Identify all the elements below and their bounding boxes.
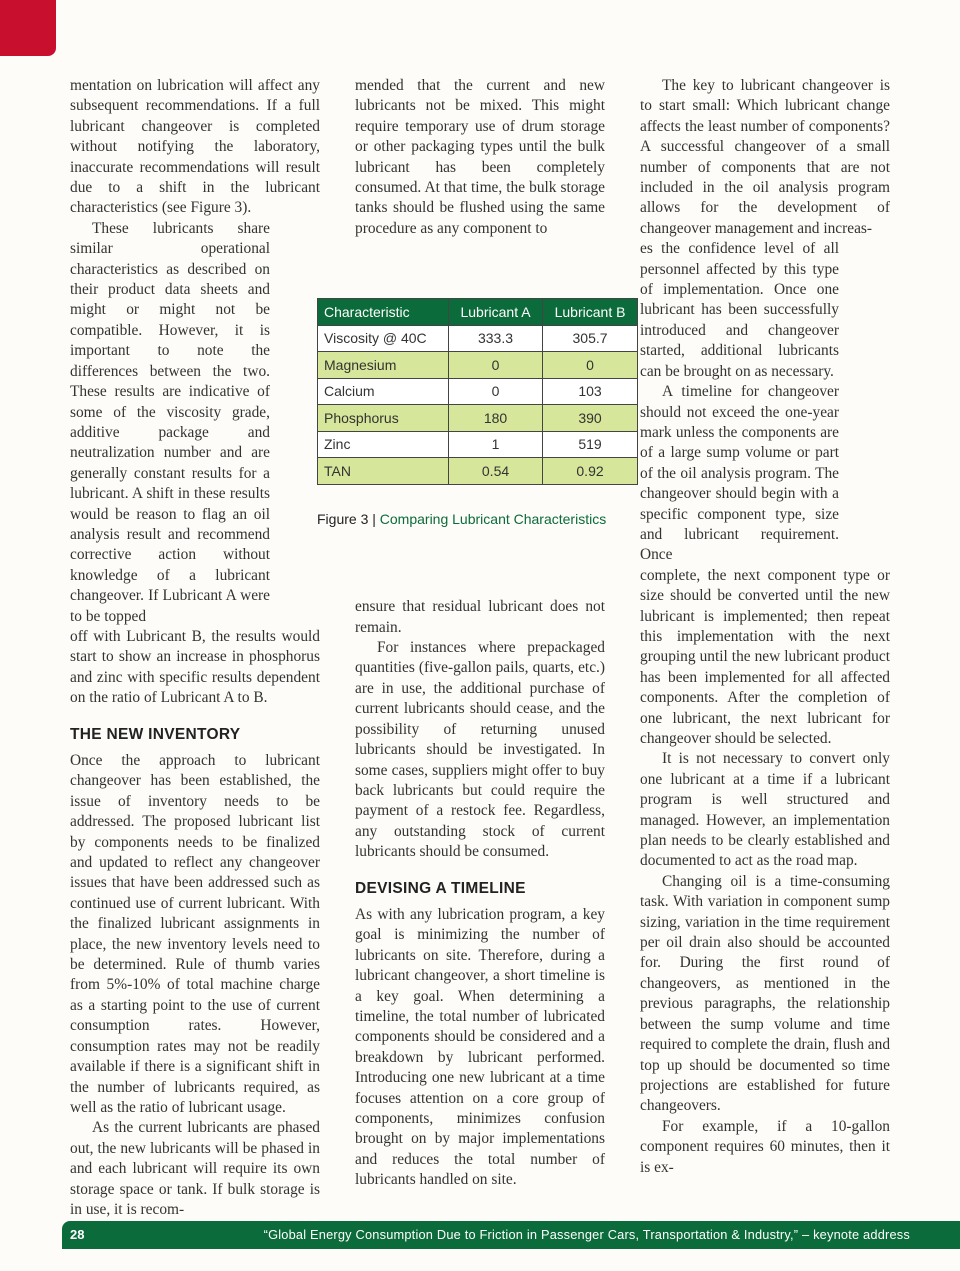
table-cell: 1	[448, 431, 542, 458]
figure-3	[317, 298, 639, 527]
page-footer	[62, 1221, 960, 1249]
row-label: Viscosity @ 40C	[318, 325, 449, 352]
row-label: TAN	[318, 458, 449, 485]
paragraph: For example, if a 10-gallon component requires 60 minutes, then it is ex-	[640, 1117, 890, 1176]
table-cell: 0	[448, 352, 542, 379]
table-cell: 0	[448, 378, 542, 405]
table-header-row	[318, 299, 638, 326]
paragraph: As with any lubrication program, a key goal is minimizing the number of lubricants on site. Therefore, during a lubricant changeover, a short timeline is a key goal. When determining a timeline, the total number of lubricated components should be considered and a breakdown by lubricant performed. Introducing one new lubricant at a time focuses attention on a core group of components, minimizes confusion brought on by major implementations and reduces the total number of lubricants handled on site.	[355, 905, 605, 1189]
column-3	[640, 76, 890, 1178]
paragraph-narrow: These lubricants share similar operational characteristics as described on their product data sheets and might or might not be compatible. However, it is important to note the differences between the two. These results are indicative of some of the viscosity grade, additive package and neutralization number and are generally constant results for a lubricant. A shift in these results would be reason to flag an oil analysis result and recommend corrective action without knowledge of a lubricant changeover. If Lubricant A were to be topped	[70, 219, 270, 625]
paragraph: For instances where prepackaged quantities (five-gallon pails, quarts, etc.) are in use, the additional purchase of current lubricants should cease, and the possibility of returning unused lubricants should be investigated. In some cases, suppliers might offer to buy back lubricants but could require the payment of a restock fee. Regardless, any outstanding stock of current lubricants should be consumed.	[355, 639, 605, 861]
table-cell: 0.54	[448, 458, 542, 485]
column-1	[70, 76, 320, 1220]
paragraph: off with Lubricant B, the results would start to show an increase in phosphorus and zinc with specific results dependent on the ratio of Lubricant A to B.	[70, 627, 320, 707]
table-row	[318, 458, 638, 485]
page-number: 28	[70, 1227, 85, 1242]
table-cell: 103	[543, 378, 638, 405]
section-heading: DEVISING A TIMELINE	[355, 879, 526, 897]
table-cell: 390	[543, 405, 638, 432]
column-header: Characteristic	[318, 299, 449, 326]
paragraph: complete, the next component type or size should be converted until the new lubricant is implemented; then repeat this implementation with the next grouping until the new lubricant product has been implemented for all affected components. After the completion of one lubricant, the next lubricant for changeover should be selected.	[640, 566, 890, 747]
row-label: Phosphorus	[318, 405, 449, 432]
section-heading: THE NEW INVENTORY	[70, 725, 241, 743]
table-cell: 519	[543, 431, 638, 458]
footer-text: “Global Energy Consumption Due to Friction in Passenger Cars, Transportation & Industry,” – keynote address	[263, 1227, 910, 1242]
paragraph: mended that the current and new lubricants not be mixed. This might require temporary use of drum storage or other packaging types until the bulk lubricant has been completely consumed. At that time, the bulk storage tanks should be flushed using the same procedure as any component to	[355, 77, 605, 237]
table-cell: 0.92	[543, 458, 638, 485]
column-header: Lubricant A	[448, 299, 542, 326]
corner-tab	[0, 0, 56, 56]
figure-title: Comparing Lubricant Characteristics	[379, 510, 607, 527]
table-row	[318, 378, 638, 405]
table-row	[318, 405, 638, 432]
paragraph: Changing oil is a time-consuming task. With variation in component sump sizing, variation in the time requirement per oil drain also should be accounted for. During the first round of changeovers, as mentioned in the previous paragraphs, the relationship between the sump volume and time required to complete the drain, flush and top up should be documented so time projections are established for future changeovers.	[640, 872, 891, 1115]
paragraph-shifted: es the confidence level of all personnel affected by this type of implementation. Once one lubricant has been successfully introduced and changeover started, additional lubricants can be brought on as necessary.	[640, 240, 839, 380]
figure-label: Figure 3	[317, 510, 369, 527]
lubricant-table	[317, 298, 638, 485]
paragraph: ensure that residual lubricant does not remain.	[355, 598, 605, 636]
figure-caption	[317, 511, 639, 527]
paragraph: mentation on lubrication will affect any subsequent recommendations. If a full lubricant changeover is completed without notifying the laboratory, inaccurate recommendations will result due to a shift in the lubricant characteristics (see Figure 3).	[70, 77, 320, 217]
table-row	[318, 431, 638, 458]
paragraph: The key to lubricant changeover is to start small: Which lubricant change affects the least number of components? A successful changeover of a small number of components that are not included in the oil analysis program allows for the development of changeover management and increas-	[640, 77, 890, 237]
table-cell: 333.3	[448, 325, 542, 352]
paragraph-shifted: A timeline for changeover should not exceed the one-year mark unless the components are of a large sump volume or part of the oil analysis program. The changeover should begin with a specific component type, size and lubricant requirement. Once	[640, 383, 839, 564]
row-label: Calcium	[318, 378, 449, 405]
paragraph: It is not necessary to convert only one lubricant at a time if a lubricant program is well structured and managed. However, an implementation plan needs to be clearly established and documented to act as the road map.	[640, 750, 890, 870]
paragraph: As the current lubricants are phased out, the new lubricants will be phased in and each lubricant will require its own storage space or tank. If bulk storage is in use, it is recom-	[70, 1119, 320, 1218]
table-row	[318, 325, 638, 352]
row-label: Magnesium	[318, 352, 449, 379]
row-label: Zinc	[318, 431, 449, 458]
caption-separator: |	[372, 510, 376, 527]
table-cell: 305.7	[543, 325, 638, 352]
table-row	[318, 352, 638, 379]
column-2	[355, 76, 605, 1191]
column-header: Lubricant B	[543, 299, 638, 326]
table-cell: 180	[448, 405, 542, 432]
paragraph: Once the approach to lubricant changeover has been established, the issue of inventory needs to be addressed. The proposed lubricant list by components needs to be finalized and updated to reflect any changeover issues that have been addressed such as continued use of current lubricant. With the finalized lubricant assignments in place, the new inventory levels need to be determined. Rule of thumb varies from 5%-10% of total machine charge as a starting point to the use of current consumption rates. However, consumption rates may not be readily available if there is a significant shift in the number of lubricants required, as well as the ratio of lubricant usage.	[70, 752, 320, 1116]
table-cell: 0	[543, 352, 638, 379]
